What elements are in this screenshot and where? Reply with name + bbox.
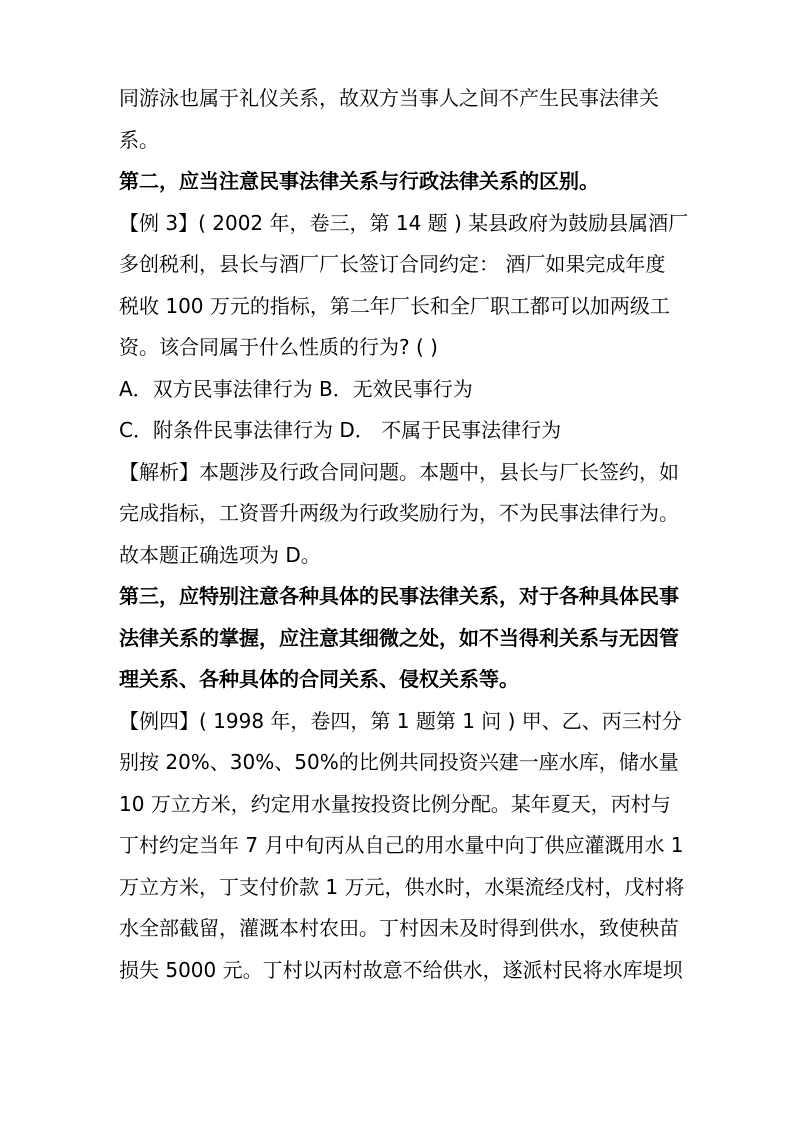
- text-line: 税收 100 万元的指标，第二年厂长和全厂职工都可以加两级工: [119, 293, 670, 318]
- section-heading: 理关系、各种具体的合同关系、侵权关系等。: [119, 667, 519, 691]
- text-line: 故本题正确选项为 D。: [119, 542, 321, 567]
- answer-option-line: C．附条件民事法律行为 D． 不属于民事法律行为: [119, 418, 562, 442]
- text-line: 水全部截留，灌溉本村农田。丁村因未及时得到供水，致使秧苗: [119, 916, 679, 940]
- text-line: 同游泳也属于礼仪关系，故双方当事人之间不产生民事法律关: [119, 86, 659, 110]
- text-line: 【例 3】( 2002 年，卷三，第 14 题 ) 某县政府为鼓励县属酒厂: [119, 210, 689, 235]
- text-line: 【解析】本题涉及行政合同问题。本题中，县长与厂长签约，如: [119, 459, 679, 484]
- text-line: 损失 5000 元。丁村以丙村故意不给供水，遂派村民将水库堤坝: [119, 957, 683, 982]
- text-line: 系。: [119, 127, 159, 152]
- text-line: 万立方米，丁支付价款 1 万元，供水时，水渠流经戊村，戊村将: [119, 874, 685, 899]
- text-line: 丁村约定当年 7 月中旬丙从自己的用水量中向丁供应灌溉用水 1: [119, 833, 684, 857]
- text-line: 多创税利，县长与酒厂厂长签订合同约定： 酒厂如果完成年度: [119, 252, 666, 276]
- text-line: 【例四】( 1998 年，卷四，第 1 题第 1 问 ) 甲、乙、丙三村分: [119, 708, 682, 733]
- text-line: 10 万立方米，约定用水量按投资比例分配。某年夏天，丙村与: [119, 791, 671, 816]
- text-line: 别按 20%、30%、50%的比例共同投资兴建一座水库，储水量: [119, 750, 679, 774]
- document-page: [119, 78, 689, 991]
- section-heading: 法律关系的掌握，应注意其细微之处，如不当得利关系与无因管: [119, 625, 679, 650]
- text-line: 完成指标，工资晋升两级为行政奖励行为，不为民事法律行为。: [119, 501, 679, 525]
- section-heading: 第二，应当注意民事法律关系与行政法律关系的区别。: [119, 169, 599, 193]
- text-line: 资。该合同属于什么性质的行为? ( ): [119, 335, 438, 359]
- section-heading: 第三，应特别注意各种具体的民事法律关系，对于各种具体民事: [119, 584, 679, 608]
- answer-option-line: A．双方民事法律行为 B．无效民事行为: [119, 376, 473, 401]
